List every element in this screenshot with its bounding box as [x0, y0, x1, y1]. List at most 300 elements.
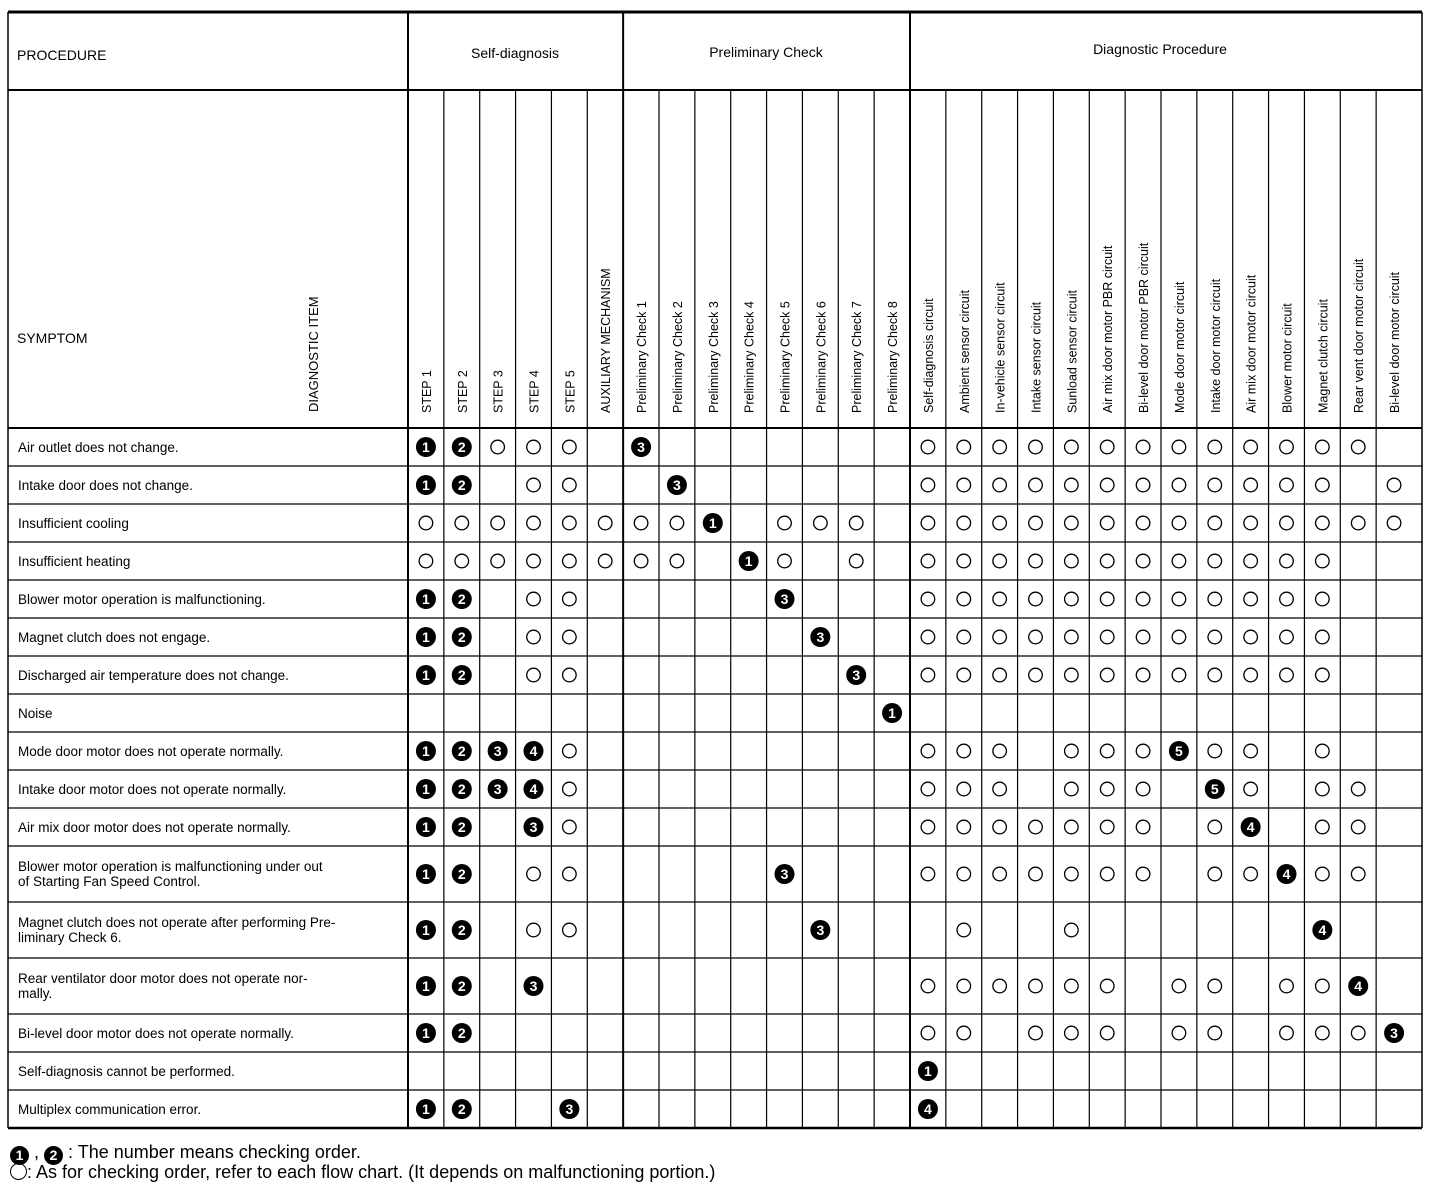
column-label: Preliminary Check 1	[635, 301, 650, 413]
open-circle-mark	[1208, 630, 1222, 644]
open-circle-mark	[1244, 478, 1258, 492]
open-circle-mark	[1136, 668, 1150, 682]
order-badge	[918, 1061, 938, 1081]
legend-circle-text: : As for checking order, refer to each flow chart. (It depends on malfunctioning portion.)	[27, 1162, 716, 1182]
open-circle-mark	[1244, 744, 1258, 758]
legend-circle	[10, 1161, 715, 1183]
open-circle-mark	[491, 516, 505, 530]
open-circle-mark	[491, 554, 505, 568]
symptom-label: of Starting Fan Speed Control.	[18, 874, 201, 889]
open-circle-mark	[1065, 979, 1079, 993]
open-circle-mark	[1208, 1026, 1222, 1040]
symptom-label: Rear ventilator door motor does not operate nor-	[18, 971, 308, 986]
open-circle-mark	[1208, 979, 1222, 993]
open-circle-mark	[957, 478, 971, 492]
legend-open-circle-icon	[10, 1163, 27, 1180]
open-circle-mark	[563, 630, 577, 644]
order-badge-number: 2	[457, 743, 466, 759]
order-badge	[416, 1023, 436, 1043]
open-circle-mark	[1208, 440, 1222, 454]
open-circle-mark	[1316, 1026, 1330, 1040]
open-circle-mark	[1280, 1026, 1294, 1040]
open-circle-mark	[993, 440, 1007, 454]
open-circle-mark	[921, 516, 935, 530]
order-badge-number: 3	[673, 477, 681, 493]
order-badge-number: 1	[924, 1063, 932, 1079]
open-circle-mark	[634, 554, 648, 568]
open-circle-mark	[921, 668, 935, 682]
open-circle-mark	[563, 554, 577, 568]
order-badge	[523, 817, 543, 837]
open-circle-mark	[957, 440, 971, 454]
symptom-label: Blower motor operation is malfunctioning.	[18, 592, 266, 607]
order-badge	[452, 1023, 472, 1043]
open-circle-mark	[1100, 744, 1114, 758]
open-circle-mark	[993, 782, 1007, 796]
open-circle-mark	[1316, 478, 1330, 492]
order-badge	[559, 1099, 579, 1119]
open-circle-mark	[993, 516, 1007, 530]
open-circle-mark	[1208, 744, 1222, 758]
open-circle-mark	[670, 554, 684, 568]
order-badge	[416, 864, 436, 884]
open-circle-mark	[1387, 478, 1401, 492]
open-circle-mark	[957, 630, 971, 644]
open-circle-mark	[1136, 867, 1150, 881]
open-circle-mark	[1065, 516, 1079, 530]
open-circle-mark	[1172, 478, 1186, 492]
order-badge	[416, 665, 436, 685]
order-badge	[416, 1099, 436, 1119]
symptom-label: Air outlet does not change.	[18, 440, 179, 455]
order-badge-number: 2	[457, 629, 466, 645]
column-label: STEP 4	[527, 370, 542, 413]
order-badge	[452, 627, 472, 647]
open-circle-mark	[1208, 820, 1222, 834]
order-badge-number: 1	[422, 591, 430, 607]
column-label: Preliminary Check 6	[814, 301, 829, 413]
order-badge-number: 3	[1390, 1025, 1398, 1041]
open-circle-mark	[1316, 440, 1330, 454]
open-circle-mark	[1172, 592, 1186, 606]
order-badge	[416, 976, 436, 996]
open-circle-mark	[957, 592, 971, 606]
open-circle-mark	[1136, 592, 1150, 606]
open-circle-mark	[921, 867, 935, 881]
order-badge	[1312, 920, 1332, 940]
open-circle-mark	[1208, 867, 1222, 881]
open-circle-mark	[921, 554, 935, 568]
order-badge-number: 1	[422, 819, 430, 835]
open-circle-mark	[993, 630, 1007, 644]
open-circle-mark	[1065, 782, 1079, 796]
order-badge	[452, 741, 472, 761]
column-label: STEP 5	[563, 370, 578, 413]
column-label: Preliminary Check 5	[778, 301, 793, 413]
symptom-label: Air mix door motor does not operate normally.	[18, 820, 291, 835]
open-circle-mark	[957, 782, 971, 796]
open-circle-mark	[957, 554, 971, 568]
open-circle-mark	[1029, 592, 1043, 606]
column-label: Rear vent door motor circuit	[1352, 258, 1367, 413]
open-circle-mark	[563, 440, 577, 454]
order-badge-number: 1	[888, 705, 896, 721]
open-circle-mark	[527, 478, 541, 492]
symptom-label: Intake door does not change.	[18, 478, 193, 493]
open-circle-mark	[1172, 668, 1186, 682]
symptom-label: Intake door motor does not operate normally.	[18, 782, 287, 797]
open-circle-mark	[993, 592, 1007, 606]
order-badge-number: 4	[1282, 866, 1291, 882]
open-circle-mark	[527, 554, 541, 568]
open-circle-mark	[1351, 820, 1365, 834]
order-badge-number: 4	[529, 743, 538, 759]
open-circle-mark	[993, 744, 1007, 758]
open-circle-mark	[1065, 554, 1079, 568]
open-circle-mark	[1172, 630, 1186, 644]
order-badge	[703, 513, 723, 533]
open-circle-mark	[1172, 440, 1186, 454]
open-circle-mark	[993, 668, 1007, 682]
open-circle-mark	[1136, 440, 1150, 454]
open-circle-mark	[1029, 630, 1043, 644]
column-label: In-vehicle sensor circuit	[993, 282, 1008, 413]
open-circle-mark	[1136, 630, 1150, 644]
open-circle-mark	[419, 516, 433, 530]
order-badge	[774, 864, 794, 884]
open-circle-mark	[1351, 782, 1365, 796]
order-badge-number: 1	[422, 439, 430, 455]
open-circle-mark	[419, 554, 433, 568]
order-badge	[452, 437, 472, 457]
open-circle-mark	[563, 923, 577, 937]
order-badge	[846, 665, 866, 685]
open-circle-mark	[1029, 867, 1043, 881]
open-circle-mark	[1280, 554, 1294, 568]
order-badge	[452, 475, 472, 495]
group-diagnostic-procedure: Diagnostic Procedure	[1093, 41, 1227, 57]
open-circle-mark	[598, 554, 612, 568]
order-badge-number: 3	[780, 866, 789, 882]
open-circle-mark	[921, 782, 935, 796]
open-circle-mark	[527, 630, 541, 644]
open-circle-mark	[1244, 592, 1258, 606]
open-circle-mark	[1100, 592, 1114, 606]
order-badge-number: 2	[457, 978, 466, 994]
open-circle-mark	[957, 979, 971, 993]
open-circle-mark	[1208, 554, 1222, 568]
order-badge-number: 3	[816, 922, 825, 938]
open-circle-mark	[527, 516, 541, 530]
symptom-label: Bi-level door motor does not operate normally.	[18, 1026, 294, 1041]
order-badge-number: 1	[422, 743, 430, 759]
open-circle-mark	[1065, 630, 1079, 644]
open-circle-mark	[1244, 630, 1258, 644]
order-badge-number: 4	[529, 781, 538, 797]
order-badge-number: 2	[457, 667, 466, 683]
column-label: Mode door motor circuit	[1172, 281, 1187, 413]
open-circle-mark	[1100, 440, 1114, 454]
open-circle-mark	[598, 516, 612, 530]
open-circle-mark	[921, 478, 935, 492]
open-circle-mark	[1244, 867, 1258, 881]
open-circle-mark	[1244, 554, 1258, 568]
column-label: Preliminary Check 8	[886, 301, 901, 413]
open-circle-mark	[1280, 440, 1294, 454]
open-circle-mark	[1208, 668, 1222, 682]
order-badge-number: 2	[457, 439, 466, 455]
order-badge	[416, 920, 436, 940]
legend-numbered-text: : The number means checking order.	[63, 1142, 361, 1162]
open-circle-mark	[563, 478, 577, 492]
order-badge	[667, 475, 687, 495]
open-circle-mark	[1136, 820, 1150, 834]
order-badge	[416, 437, 436, 457]
column-label: STEP 2	[455, 370, 470, 413]
open-circle-mark	[1065, 923, 1079, 937]
open-circle-mark	[1351, 440, 1365, 454]
order-badge	[631, 437, 651, 457]
symptom-label: Noise	[18, 706, 53, 721]
open-circle-mark	[1351, 1026, 1365, 1040]
order-badge-number: 1	[422, 1101, 430, 1117]
open-circle-mark	[849, 516, 863, 530]
open-circle-mark	[1136, 516, 1150, 530]
open-circle-mark	[814, 516, 828, 530]
open-circle-mark	[1316, 630, 1330, 644]
open-circle-mark	[1100, 867, 1114, 881]
table-header	[17, 41, 1227, 412]
open-circle-mark	[1244, 782, 1258, 796]
column-label: Blower motor circuit	[1280, 303, 1295, 413]
order-badge-number: 1	[422, 866, 430, 882]
order-badge	[810, 920, 830, 940]
open-circle-mark	[849, 554, 863, 568]
open-circle-mark	[1280, 630, 1294, 644]
open-circle-mark	[1280, 516, 1294, 530]
open-circle-mark	[1136, 554, 1150, 568]
order-badge-number: 4	[1318, 922, 1327, 938]
order-badge	[523, 976, 543, 996]
column-label: STEP 3	[491, 370, 506, 413]
order-badge	[452, 779, 472, 799]
open-circle-mark	[1065, 1026, 1079, 1040]
open-circle-mark	[993, 867, 1007, 881]
open-circle-mark	[1316, 782, 1330, 796]
order-badge	[452, 665, 472, 685]
symptom-label: Mode door motor does not operate normally.	[18, 744, 284, 759]
order-badge-number: 2	[457, 1025, 466, 1041]
open-circle-mark	[1065, 744, 1079, 758]
open-circle-mark	[634, 516, 648, 530]
open-circle-mark	[921, 630, 935, 644]
procedure-label: PROCEDURE	[17, 47, 107, 63]
order-badge	[416, 475, 436, 495]
order-badge	[488, 779, 508, 799]
open-circle-mark	[921, 592, 935, 606]
order-badge-number: 2	[457, 781, 466, 797]
order-badge-number: 2	[457, 819, 466, 835]
open-circle-mark	[1100, 554, 1114, 568]
order-badge	[918, 1099, 938, 1119]
open-circle-mark	[1280, 478, 1294, 492]
open-circle-mark	[455, 516, 469, 530]
open-circle-mark	[1100, 820, 1114, 834]
open-circle-mark	[1029, 478, 1043, 492]
open-circle-mark	[563, 820, 577, 834]
open-circle-mark	[1208, 516, 1222, 530]
open-circle-mark	[1100, 979, 1114, 993]
symptom-label: Insufficient cooling	[18, 516, 129, 531]
open-circle-mark	[957, 516, 971, 530]
order-badge-number: 3	[780, 591, 789, 607]
order-badge-number: 1	[422, 922, 430, 938]
order-badge	[452, 864, 472, 884]
open-circle-mark	[957, 1026, 971, 1040]
column-labels	[420, 242, 1402, 413]
open-circle-mark	[1065, 478, 1079, 492]
symptom-label: Magnet clutch does not engage.	[18, 630, 211, 645]
order-badge	[452, 589, 472, 609]
symptom-label: Magnet clutch does not operate after performing Pre-	[18, 915, 336, 930]
order-badge	[416, 627, 436, 647]
open-circle-mark	[491, 440, 505, 454]
symptom-label: Discharged air temperature does not change.	[18, 668, 289, 683]
open-circle-mark	[1208, 592, 1222, 606]
open-circle-mark	[563, 867, 577, 881]
open-circle-mark	[957, 744, 971, 758]
symptom-label: liminary Check 6.	[18, 930, 122, 945]
open-circle-mark	[1136, 744, 1150, 758]
order-badge-number: 2	[457, 866, 466, 882]
order-badge-number: 1	[422, 629, 430, 645]
open-circle-mark	[1316, 554, 1330, 568]
order-badge-number: 3	[529, 978, 538, 994]
open-circle-mark	[670, 516, 684, 530]
open-circle-mark	[921, 440, 935, 454]
open-circle-mark	[1100, 630, 1114, 644]
open-circle-mark	[527, 592, 541, 606]
column-label: Self-diagnosis circuit	[921, 298, 936, 413]
order-badge	[774, 589, 794, 609]
order-badge-number: 3	[637, 439, 645, 455]
open-circle-mark	[1065, 440, 1079, 454]
open-circle-mark	[1351, 516, 1365, 530]
open-circle-mark	[1316, 592, 1330, 606]
open-circle-mark	[957, 820, 971, 834]
column-label: Preliminary Check 2	[670, 301, 685, 413]
order-badge-number: 3	[493, 743, 502, 759]
order-badge	[1276, 864, 1296, 884]
order-badge	[810, 627, 830, 647]
order-badge	[416, 741, 436, 761]
order-badge-number: 1	[708, 515, 717, 531]
order-badge	[416, 589, 436, 609]
order-badge	[1241, 817, 1261, 837]
open-circle-mark	[1244, 668, 1258, 682]
open-circle-mark	[563, 782, 577, 796]
open-circle-mark	[1244, 440, 1258, 454]
column-label: Preliminary Check 3	[706, 301, 721, 413]
open-circle-mark	[1065, 820, 1079, 834]
order-badge	[488, 741, 508, 761]
order-badge-number: 2	[457, 1101, 466, 1117]
open-circle-mark	[455, 554, 469, 568]
open-circle-mark	[1065, 668, 1079, 682]
open-circle-mark	[957, 923, 971, 937]
table-grid	[8, 12, 1422, 1128]
open-circle-mark	[1280, 592, 1294, 606]
open-circle-mark	[1316, 820, 1330, 834]
open-circle-mark	[1172, 1026, 1186, 1040]
symptom-label: Insufficient heating	[18, 554, 131, 569]
open-circle-mark	[1316, 867, 1330, 881]
open-circle-mark	[1172, 979, 1186, 993]
order-badge-number: 3	[529, 819, 538, 835]
open-circle-mark	[1029, 820, 1043, 834]
open-circle-mark	[993, 478, 1007, 492]
open-circle-mark	[527, 668, 541, 682]
open-circle-mark	[1136, 478, 1150, 492]
open-circle-mark	[1100, 516, 1114, 530]
order-badge-number: 3	[852, 667, 861, 683]
symptom-label: SYMPTOM	[17, 330, 88, 346]
order-badge-number: 1	[744, 553, 753, 569]
open-circle-mark	[1029, 979, 1043, 993]
open-circle-mark	[1351, 867, 1365, 881]
open-circle-mark	[563, 744, 577, 758]
column-label: Ambient sensor circuit	[957, 290, 972, 413]
order-badge-number: 3	[493, 781, 502, 797]
column-label: STEP 1	[419, 370, 434, 413]
order-badge-number: 5	[1210, 781, 1219, 797]
group-preliminary-check: Preliminary Check	[709, 44, 823, 60]
open-circle-mark	[993, 820, 1007, 834]
open-circle-mark	[1387, 516, 1401, 530]
open-circle-mark	[993, 554, 1007, 568]
order-badge	[452, 817, 472, 837]
open-circle-mark	[778, 554, 792, 568]
column-label: Intake door motor circuit	[1208, 278, 1223, 413]
column-label: Air mix door motor circuit	[1244, 274, 1259, 413]
open-circle-mark	[1029, 516, 1043, 530]
open-circle-mark	[921, 820, 935, 834]
symptom-label: Multiplex communication error.	[18, 1102, 202, 1117]
open-circle-mark	[1029, 1026, 1043, 1040]
column-label: Magnet clutch circuit	[1316, 299, 1331, 413]
group-self-diagnosis: Self-diagnosis	[471, 45, 559, 61]
column-label: AUXILIARY MECHANISM	[599, 268, 614, 413]
open-circle-mark	[921, 979, 935, 993]
open-circle-mark	[1280, 979, 1294, 993]
order-badge	[1205, 779, 1225, 799]
order-badge-number: 4	[1354, 978, 1363, 994]
open-circle-mark	[957, 668, 971, 682]
order-badge	[416, 779, 436, 799]
order-badge-number: 4	[924, 1101, 932, 1117]
order-badge	[739, 551, 759, 571]
open-circle-mark	[563, 592, 577, 606]
order-badge-number: 1	[422, 667, 430, 683]
column-label: Preliminary Check 4	[742, 301, 757, 413]
order-badge-number: 3	[816, 629, 825, 645]
column-label: Bi-level door motor PBR circuit	[1137, 242, 1152, 413]
open-circle-mark	[1316, 668, 1330, 682]
column-label: Intake sensor circuit	[1029, 301, 1044, 413]
order-badge	[1169, 741, 1189, 761]
order-badge-number: 3	[565, 1101, 574, 1117]
open-circle-mark	[1136, 782, 1150, 796]
